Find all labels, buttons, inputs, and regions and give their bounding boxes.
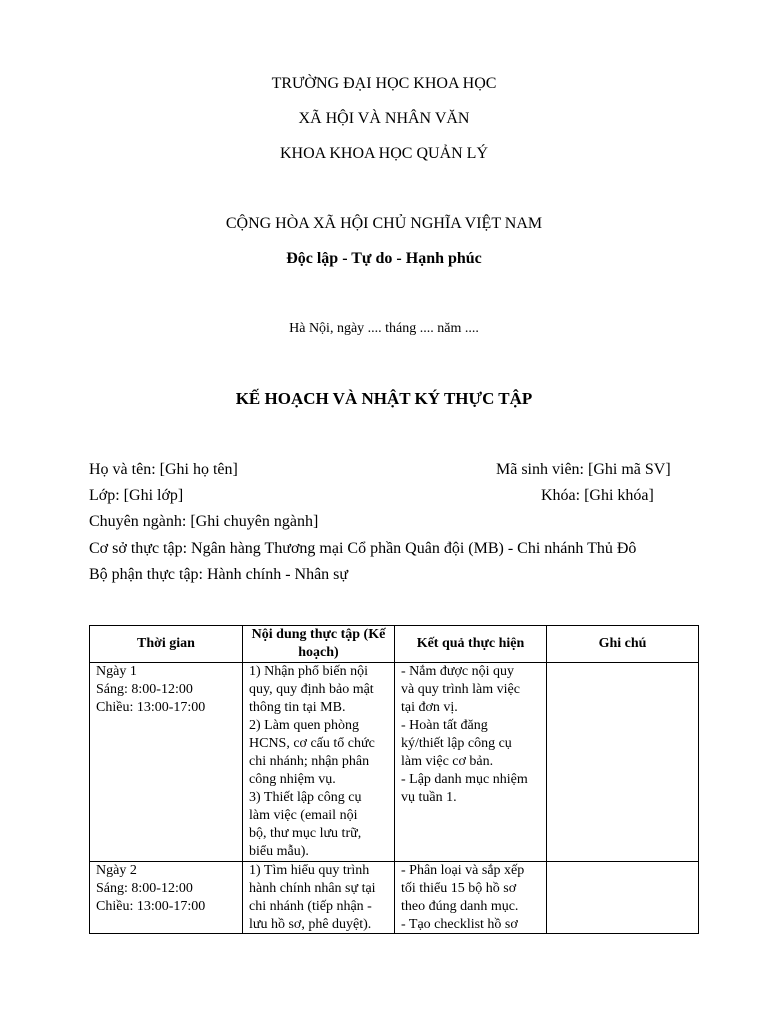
table-row: [90, 862, 699, 935]
cell-line: quy, quy định bảo mật: [249, 682, 374, 697]
internship-department: Bộ phận thực tập: Hành chính - Nhân sự: [89, 566, 349, 583]
content-cell: [243, 663, 395, 862]
cell-line: Ngày 2: [96, 863, 137, 878]
header-time: Thời gian: [90, 626, 243, 663]
header-content: [243, 626, 395, 663]
cell-line: và quy trình làm việc: [401, 682, 520, 697]
cell-line: hành chính nhân sự tại: [249, 881, 376, 896]
cell-line: lưu hồ sơ, phê duyệt).: [249, 917, 372, 932]
cell-line: vụ tuần 1.: [401, 790, 457, 805]
content-cell: [243, 862, 395, 935]
note-cell: [547, 862, 699, 935]
cell-line: Ngày 1: [96, 664, 137, 679]
student-name: Họ và tên: [Ghi họ tên]: [89, 461, 238, 478]
national-motto: Độc lập - Tự do - Hạnh phúc: [286, 250, 482, 267]
document-title: KẾ HOẠCH VÀ NHẬT KÝ THỰC TẬP: [235, 389, 533, 408]
header-content-line2: (Kế hoạch): [298, 627, 386, 660]
cell-line: - Hoàn tất đăng: [401, 718, 488, 733]
plan-table-container: [88, 625, 700, 934]
cell-line: chi nhánh (tiếp nhận -: [249, 899, 372, 914]
cell-line: - Phân loại và sắp xếp: [401, 863, 525, 878]
student-id: Mã sinh viên: [Ghi mã SV]: [496, 461, 671, 478]
cell-line: ký/thiết lập công cụ: [401, 736, 512, 751]
cell-line: tối thiểu 15 bộ hồ sơ: [401, 881, 517, 896]
internship-facility: Cơ sở thực tập: Ngân hàng Thương mại Cổ phần Quân đội (MB) - Chi nhánh Thủ Đô: [89, 540, 637, 557]
table-row: [90, 663, 699, 862]
cell-line: Chiều: 13:00-17:00: [96, 899, 206, 914]
cell-line: Chiều: 13:00-17:00: [96, 700, 206, 715]
cell-line: 3) Thiết lập công cụ: [249, 790, 362, 805]
header-note: Ghi chú: [547, 626, 699, 663]
student-cohort: Khóa: [Ghi khóa]: [541, 487, 654, 504]
cell-line: 2) Làm quen phòng: [249, 718, 360, 733]
cell-line: biểu mẫu).: [249, 844, 309, 859]
country-name: CỘNG HÒA XÃ HỘI CHỦ NGHĨA VIỆT NAM: [225, 215, 543, 232]
cell-line: HCNS, cơ cấu tổ chức: [249, 736, 375, 751]
faculty-name: KHOA KHOA HỌC QUẢN LÝ: [280, 145, 488, 162]
cell-line: làm việc (email nội: [249, 808, 358, 823]
time-cell: [90, 663, 243, 862]
cell-line: 1) Tìm hiểu quy trình: [249, 863, 370, 878]
cell-line: chi nhánh; nhận phân: [249, 754, 370, 769]
student-class: Lớp: [Ghi lớp]: [89, 487, 184, 504]
cell-line: - Lập danh mục nhiệm: [401, 772, 528, 787]
header-content-line1: Nội dung thực tập: [251, 627, 361, 642]
note-cell: [547, 663, 699, 862]
student-major: Chuyên ngành: [Ghi chuyên ngành]: [89, 513, 319, 530]
cell-line: bộ, thư mục lưu trữ,: [249, 826, 362, 841]
school-name-line1: TRƯỜNG ĐẠI HỌC KHOA HỌC: [271, 75, 497, 92]
cell-line: Sáng: 8:00-12:00: [96, 881, 193, 896]
result-cell: [395, 862, 547, 935]
cell-line: 1) Nhận phổ biến nội: [249, 664, 368, 679]
cell-line: làm việc cơ bản.: [401, 754, 494, 769]
time-cell: [90, 862, 243, 935]
cell-line: Sáng: 8:00-12:00: [96, 682, 193, 697]
date-line: Hà Nội, ngày .... tháng .... năm ....: [289, 321, 479, 336]
table-cut-border: [89, 933, 698, 934]
cell-line: tại đơn vị.: [401, 700, 458, 715]
cell-line: theo đúng danh mục.: [401, 899, 519, 914]
cell-line: công nhiệm vụ.: [249, 772, 336, 787]
cell-line: thông tin tại MB.: [249, 700, 346, 715]
table-header-row: [90, 626, 699, 663]
header-result: Kết quả thực hiện: [395, 626, 547, 663]
cell-line: - Nắm được nội quy: [401, 664, 514, 679]
result-cell: [395, 663, 547, 862]
school-name-line2: XÃ HỘI VÀ NHÂN VĂN: [298, 110, 470, 127]
cell-line: - Tạo checklist hồ sơ: [401, 917, 518, 932]
plan-table: [89, 625, 699, 934]
